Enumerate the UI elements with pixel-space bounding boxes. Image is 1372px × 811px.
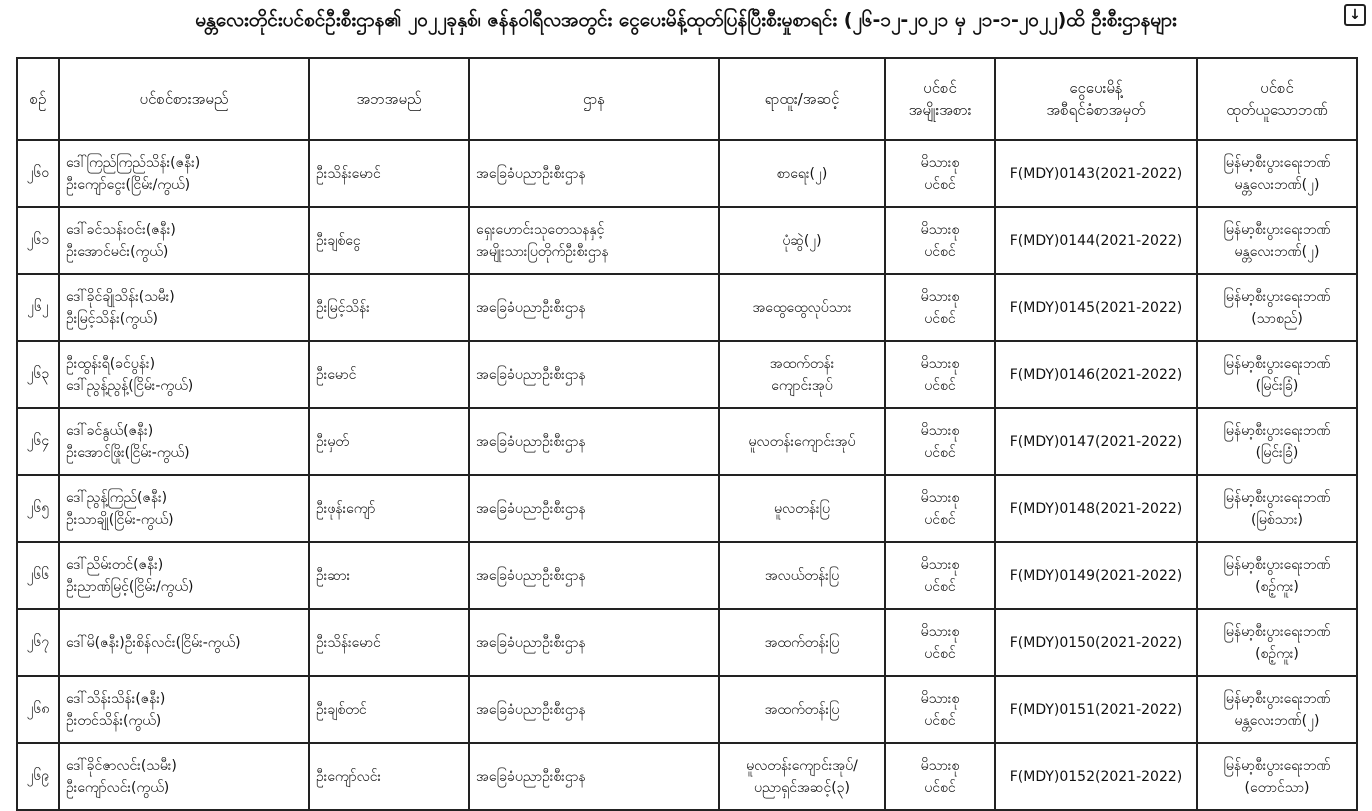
cell-rank (719, 609, 885, 676)
cell-department-line: အခြေခံပညာဦးစီးဌာန (476, 567, 586, 584)
cell-bank-line: (တောင်သာ) (1244, 779, 1310, 796)
cell-order-ref-line: F(MDY)0149(2021-2022) (1009, 567, 1183, 584)
cell-pensioner-name-line: ဒေါ်သိန်းသိန်း(ဇနီး) (66, 690, 166, 707)
table-row (17, 743, 1357, 810)
cell-no: ၂၆၉ (17, 743, 59, 810)
cell-pensioner-name (59, 140, 309, 207)
cell-pension-type-line: မိသားစု (920, 288, 960, 305)
cell-pensioner-name-line: ဒေါ်ညွန့်ညွန့်(ငြိမ်း-ကွယ်) (66, 377, 194, 394)
cell-pension-type-line: ပင်စင် (924, 243, 956, 260)
cell-bank (1197, 609, 1357, 676)
cell-pensioner-name-line: ဒေါ်ခိုင်ဇာလင်း(သမီး) (66, 757, 177, 774)
cell-department (469, 274, 719, 341)
cell-bank-line: မြန်မာ့စီးပွားရေးဘဏ် (1223, 221, 1331, 238)
cell-bank (1197, 542, 1357, 609)
cell-father-name-line: ဦးကျော်လင်း (316, 768, 382, 785)
cell-bank (1197, 140, 1357, 207)
cell-order-ref (995, 743, 1197, 810)
header-bank (1197, 58, 1357, 140)
cell-pension-type-line: ပင်စင် (924, 578, 956, 595)
table-row (17, 609, 1357, 676)
cell-department (469, 341, 719, 408)
cell-pension-type-line: မိသားစု (920, 757, 960, 774)
cell-pensioner-name (59, 676, 309, 743)
cell-pensioner-name (59, 609, 309, 676)
cell-pension-type (885, 408, 995, 475)
cell-father-name (309, 408, 469, 475)
cell-pension-type (885, 274, 995, 341)
cell-pensioner-name (59, 207, 309, 274)
header-label: ပင်စင် (923, 79, 957, 97)
cell-rank (719, 274, 885, 341)
cell-pensioner-name-line: ဦးထွန်းရီ(ခင်ပွန်း) (66, 355, 156, 372)
cell-pensioner-name-line: ဒေါ်မိ(ဇနီး)ဦးစိန်လင်း(ငြိမ်း-ကွယ်) (66, 634, 241, 651)
cell-pension-type (885, 475, 995, 542)
cell-rank-line: အထက်တန်း (769, 355, 835, 372)
cell-bank-line: မြန်မာ့စီးပွားရေးဘဏ် (1223, 623, 1331, 640)
cell-department-line: ရှေးဟောင်းသုတေသနနှင့် (476, 221, 605, 238)
cell-pensioner-name (59, 475, 309, 542)
cell-father-name (309, 542, 469, 609)
cell-pension-type-line: မိသားစု (920, 690, 960, 707)
cell-bank-line: (မြစ်သား) (1251, 511, 1303, 528)
table-row (17, 274, 1357, 341)
cell-pensioner-name (59, 408, 309, 475)
cell-pensioner-name-line: ဦးကျော်လင်း(ကွယ်) (66, 779, 170, 796)
cell-pensioner-name-line: ဦးအောင်ဖြိုး(ငြိမ်း-ကွယ်) (66, 444, 190, 461)
cell-bank-line: (သာစည်) (1251, 310, 1303, 327)
cell-father-name (309, 475, 469, 542)
cell-rank-line: ပညာရှင်အဆင့်(၃) (753, 779, 851, 796)
cell-pension-type-line: မိသားစု (920, 154, 960, 171)
page-title: မန္တလေးတိုင်းပင်စင်ဦးစီးဌာန၏ ၂၀၂၂ခုနှစ်၊ ဇန်နဝါရီလအတွင်း ငွေပေးမိန့်ထုတ်ပြန်ပြီးစီးမှုစာရင်း (၂၆-၁၂-၂၀၂၁ မှ ၂၁-၁-၂၀၂၂)ထိ ဦးစီးဌာနများ (195, 9, 1177, 31)
cell-father-name-line: ဦးမှတ် (316, 433, 349, 450)
header-rank (719, 58, 885, 140)
header-order-ref (995, 58, 1197, 140)
pension-table (16, 57, 1358, 811)
cell-no: ၂၆၁ (17, 207, 59, 274)
cell-bank (1197, 207, 1357, 274)
cell-rank-line: အထက်တန်းပြ (764, 701, 840, 718)
cell-rank (719, 743, 885, 810)
cell-order-ref-line: F(MDY)0144(2021-2022) (1009, 232, 1183, 249)
cell-pensioner-name-line: ဒေါ်ကြည်ကြည်သိန်း(ဇနီး) (66, 154, 201, 171)
header-label: စဉ် (29, 90, 47, 108)
cell-bank-line: မြန်မာ့စီးပွားရေးဘဏ် (1223, 288, 1331, 305)
table-row (17, 341, 1357, 408)
cell-rank (719, 408, 885, 475)
cell-order-ref (995, 408, 1197, 475)
cell-father-name (309, 207, 469, 274)
cell-bank (1197, 676, 1357, 743)
cell-pensioner-name-line: ဦးတင်သိန်း(ကွယ်) (66, 712, 162, 729)
cell-pension-type (885, 743, 995, 810)
cell-no: ၂၆၇ (17, 609, 59, 676)
cell-no: ၂၆၀ (17, 140, 59, 207)
cell-father-name-line: ဦးသိန်းမောင် (316, 634, 381, 651)
cell-rank-line: အထက်တန်းပြ (764, 634, 840, 651)
cell-order-ref (995, 475, 1197, 542)
cell-rank-line: ပုံဆွဲ(၂) (782, 232, 822, 249)
cell-rank (719, 341, 885, 408)
cell-pension-type (885, 140, 995, 207)
header-no (17, 58, 59, 140)
cell-no: ၂၆၆ (17, 542, 59, 609)
cell-department-line: အခြေခံပညာဦးစီးဌာန (476, 366, 586, 383)
cell-department (469, 609, 719, 676)
table-row (17, 207, 1357, 274)
cell-bank-line: (စဥ့်ကူး) (1255, 645, 1299, 662)
cell-bank-line: မြန်မာ့စီးပွားရေးဘဏ် (1223, 556, 1331, 573)
cell-bank-line: (မြင်းခြံ) (1255, 377, 1299, 394)
cell-bank (1197, 341, 1357, 408)
cell-department (469, 475, 719, 542)
cell-father-name (309, 743, 469, 810)
table-row (17, 140, 1357, 207)
cell-order-ref (995, 207, 1197, 274)
cell-no: ၂၆၅ (17, 475, 59, 542)
cell-department-line: အမျိုးသားပြတိုက်ဦးစီးဌာန (476, 243, 609, 260)
cell-pension-type-line: ပင်စင် (924, 511, 956, 528)
table-row (17, 676, 1357, 743)
cell-father-name (309, 676, 469, 743)
cell-order-ref-line: F(MDY)0143(2021-2022) (1009, 165, 1183, 182)
table-header-row (17, 58, 1357, 140)
cell-pensioner-name-line: ဦးမြင့်သိန်း(ကွယ်) (66, 310, 158, 327)
cell-department (469, 140, 719, 207)
header-label: အစီရင်ခံစာအမှတ် (1046, 101, 1146, 119)
cell-pension-type-line: ပင်စင် (924, 176, 956, 193)
cell-order-ref-line: F(MDY)0150(2021-2022) (1009, 634, 1183, 651)
header-label: ပင်စင် (1260, 79, 1294, 97)
cell-father-name-line: ဦးဆား (316, 567, 351, 584)
cell-department-line: အခြေခံပညာဦးစီးဌာန (476, 634, 586, 651)
download-icon[interactable]: ↓ (1344, 4, 1366, 26)
cell-pension-type-line: မိသားစု (920, 355, 960, 372)
cell-order-ref (995, 609, 1197, 676)
cell-pension-type-line: မိသားစု (920, 422, 960, 439)
cell-order-ref-line: F(MDY)0151(2021-2022) (1009, 701, 1183, 718)
cell-rank-line: ကျောင်းအုပ် (771, 377, 833, 394)
cell-order-ref (995, 274, 1197, 341)
cell-bank (1197, 408, 1357, 475)
table-row (17, 408, 1357, 475)
cell-rank-line: အလယ်တန်းပြ (764, 567, 840, 584)
cell-rank-line: အထွေထွေလုပ်သား (752, 299, 852, 316)
cell-pension-type (885, 207, 995, 274)
cell-no: ၂၆၄ (17, 408, 59, 475)
cell-rank (719, 475, 885, 542)
cell-father-name (309, 609, 469, 676)
cell-bank-line: မြန်မာ့စီးပွားရေးဘဏ် (1223, 690, 1331, 707)
header-father-name (309, 58, 469, 140)
header-label: ဌာန (582, 90, 606, 108)
cell-order-ref-line: F(MDY)0148(2021-2022) (1009, 500, 1183, 517)
cell-department (469, 207, 719, 274)
cell-bank-line: မြန်မာ့စီးပွားရေးဘဏ် (1223, 489, 1331, 506)
cell-bank-line: မန္တလေးဘဏ်(၂) (1234, 243, 1320, 260)
cell-pension-type-line: မိသားစု (920, 623, 960, 640)
cell-rank-line: စာရေး(၂) (776, 165, 828, 182)
cell-order-ref-line: F(MDY)0146(2021-2022) (1009, 366, 1183, 383)
cell-department-line: အခြေခံပညာဦးစီးဌာန (476, 768, 586, 785)
cell-pensioner-name-line: ဒေါ်ခင်သန်းဝင်း(ဇနီး) (66, 221, 176, 238)
cell-bank (1197, 475, 1357, 542)
cell-order-ref-line: F(MDY)0152(2021-2022) (1009, 768, 1183, 785)
cell-department-line: အခြေခံပညာဦးစီးဌာန (476, 165, 586, 182)
cell-pensioner-name-line: ဒေါ်ခိုင်ချိုသိန်း(သမီး) (66, 288, 175, 305)
cell-pension-type-line: မိသားစု (920, 489, 960, 506)
cell-bank-line: မန္တလေးဘဏ်(၂) (1234, 712, 1320, 729)
cell-pension-type (885, 542, 995, 609)
cell-pensioner-name (59, 274, 309, 341)
cell-no: ၂၆၃ (17, 341, 59, 408)
cell-order-ref-line: F(MDY)0147(2021-2022) (1009, 433, 1183, 450)
cell-department (469, 743, 719, 810)
cell-department-line: အခြေခံပညာဦးစီးဌာန (476, 701, 586, 718)
header-pension-type (885, 58, 995, 140)
cell-father-name (309, 274, 469, 341)
cell-rank (719, 542, 885, 609)
cell-department-line: အခြေခံပညာဦးစီးဌာန (476, 500, 586, 517)
cell-pensioner-name-line: ဦးသာချို(ငြိမ်း-ကွယ်) (66, 511, 174, 528)
cell-bank-line: (စဥ့်ကူး) (1255, 578, 1299, 595)
cell-father-name-line: ဦးဖုန်းကျော် (316, 500, 376, 517)
cell-order-ref (995, 676, 1197, 743)
header-label: အမျိုးအစား (908, 101, 972, 119)
cell-father-name-line: ဦးချစ်ငွေ (316, 232, 361, 249)
cell-father-name (309, 140, 469, 207)
cell-father-name-line: ဦးမောင် (316, 366, 357, 383)
cell-department (469, 542, 719, 609)
cell-pensioner-name-line: ဦးအောင်မင်း(ကွယ်) (66, 243, 169, 260)
cell-rank (719, 207, 885, 274)
cell-bank-line: မြန်မာ့စီးပွားရေးဘဏ် (1223, 355, 1331, 372)
cell-bank-line: မြန်မာ့စီးပွားရေးဘဏ် (1223, 422, 1331, 439)
cell-pensioner-name-line: ဒေါ်ညွန့်ကြည်(ဇနီး) (66, 489, 168, 506)
header-label: ပင်စင်စားအမည် (139, 90, 229, 108)
cell-department-line: အခြေခံပညာဦးစီးဌာန (476, 433, 586, 450)
cell-order-ref (995, 542, 1197, 609)
cell-pension-type (885, 676, 995, 743)
cell-pensioner-name (59, 341, 309, 408)
cell-pensioner-name-line: ဒေါ်ညိမ်းတင်(ဇနီး) (66, 556, 164, 573)
cell-rank-line: မူလတန်းပြ (774, 500, 830, 517)
cell-rank-line: မူလတန်းကျောင်းအုပ် (748, 433, 856, 450)
cell-department (469, 408, 719, 475)
header-label: ထုတ်ယူသောဘဏ် (1226, 101, 1328, 119)
cell-department-line: အခြေခံပညာဦးစီးဌာန (476, 299, 586, 316)
header-label: ရာထူး/အဆင့် (764, 90, 840, 108)
cell-pension-type-line: ပင်စင် (924, 712, 956, 729)
cell-pension-type-line: ပင်စင် (924, 645, 956, 662)
table-body (17, 140, 1357, 810)
cell-bank (1197, 274, 1357, 341)
cell-pension-type-line: ပင်စင် (924, 310, 956, 327)
header-pensioner-name (59, 58, 309, 140)
cell-no: ၂၆၈ (17, 676, 59, 743)
cell-bank-line: မန္တလေးဘဏ်(၂) (1234, 176, 1320, 193)
cell-rank (719, 676, 885, 743)
header-label: အဘအမည် (356, 90, 422, 108)
cell-bank (1197, 743, 1357, 810)
cell-pension-type-line: မိသားစု (920, 556, 960, 573)
table-row (17, 475, 1357, 542)
header-department (469, 58, 719, 140)
cell-pension-type-line: ပင်စင် (924, 377, 956, 394)
cell-pension-type (885, 609, 995, 676)
cell-father-name-line: ဦးသိန်းမောင် (316, 165, 381, 182)
cell-father-name-line: ဦးချစ်တင် (316, 701, 367, 718)
cell-pensioner-name (59, 743, 309, 810)
cell-father-name (309, 341, 469, 408)
cell-pensioner-name-line: ဦးကျော်ငွေး(ငြိမ်း/ကွယ်) (66, 176, 191, 193)
cell-pensioner-name-line: ဦးညာဏ်မြင့်(ငြိမ်း/ကွယ်) (66, 578, 194, 595)
cell-rank-line: မူလတန်းကျောင်းအုပ်/ (746, 757, 858, 774)
cell-pension-type (885, 341, 995, 408)
cell-pension-type-line: ပင်စင် (924, 444, 956, 461)
cell-department (469, 676, 719, 743)
cell-pension-type-line: မိသားစု (920, 221, 960, 238)
cell-no: ၂၆၂ (17, 274, 59, 341)
header-label: ငွေပေးမိန့် (1069, 79, 1123, 97)
cell-order-ref (995, 140, 1197, 207)
cell-pensioner-name-line: ဒေါ်ခင်နွယ်(ဇနီး) (66, 422, 154, 439)
cell-pensioner-name (59, 542, 309, 609)
cell-order-ref-line: F(MDY)0145(2021-2022) (1009, 299, 1183, 316)
cell-rank (719, 140, 885, 207)
table-row (17, 542, 1357, 609)
cell-bank-line: (မြင်းခြံ) (1255, 444, 1299, 461)
cell-order-ref (995, 341, 1197, 408)
cell-bank-line: မြန်မာ့စီးပွားရေးဘဏ် (1223, 154, 1331, 171)
cell-father-name-line: ဦးမြင့်သိန်း (316, 299, 370, 316)
cell-bank-line: မြန်မာ့စီးပွားရေးဘဏ် (1223, 757, 1331, 774)
cell-pension-type-line: ပင်စင် (924, 779, 956, 796)
